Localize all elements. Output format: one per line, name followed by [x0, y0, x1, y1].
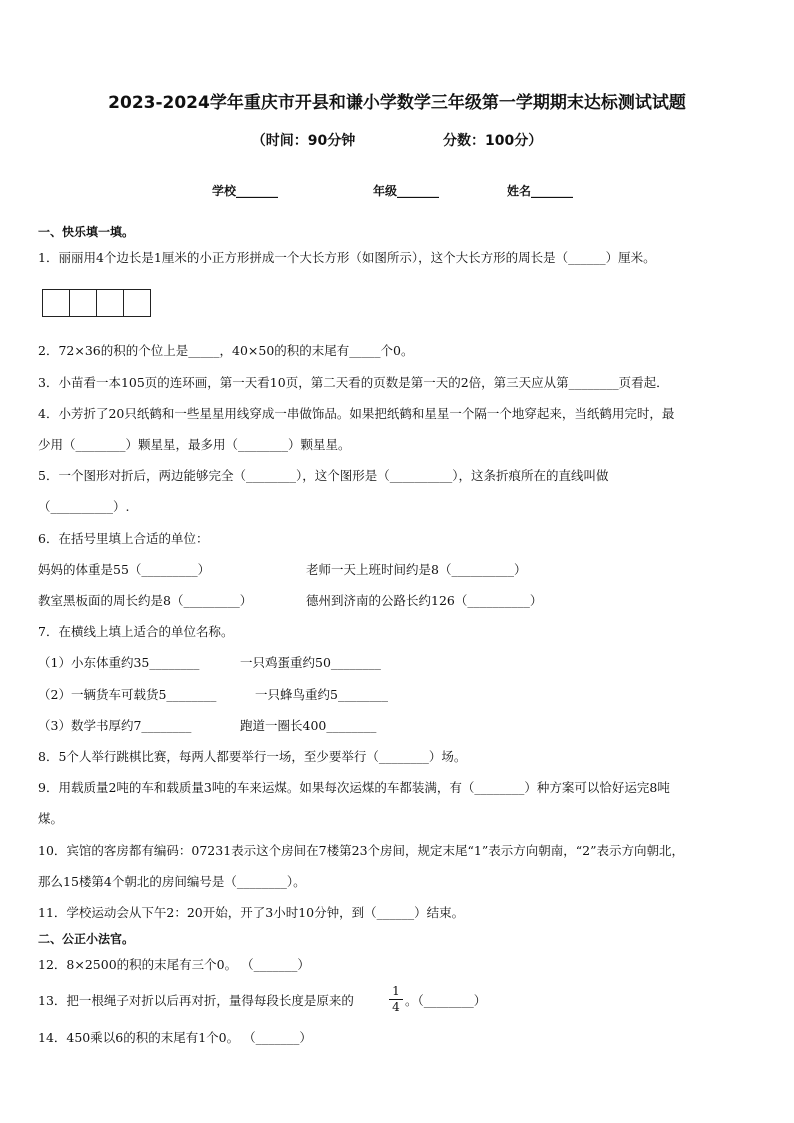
- question-9-line-2: 煤。: [38, 811, 64, 826]
- question-7-item-5: （3）数学书厚约7________: [38, 718, 192, 733]
- question-5-line-2: （__________）.: [38, 499, 130, 514]
- question-11: 11．学校运动会从下午2：20开始，开了3小时10分钟，到（______）结束。: [38, 905, 465, 920]
- section-heading-2: 二、公正小法官。: [38, 932, 135, 946]
- fraction-denominator: 4: [392, 1000, 400, 1014]
- school-field: 学校_______: [212, 184, 279, 198]
- fraction-one-quarter: [389, 984, 403, 1015]
- question-7-item-2: 一只鸡蛋重约50________: [240, 655, 381, 670]
- question-7-item-6: 跑道一圈长400________: [240, 718, 377, 733]
- question-7-item-1: （1）小东体重约35________: [38, 655, 200, 670]
- question-7-item-3: （2）一辆货车可载货5________: [38, 687, 217, 702]
- question-3: 3．小苗看一本105页的连环画，第一天看10页，第二天看的页数是第一天的2倍，第三天应从第________页看起．: [38, 375, 669, 390]
- question-6-item-2: 老师一天上班时间约是8（__________）: [306, 562, 527, 577]
- question-6-item-1: 妈妈的体重是55（_________）: [38, 562, 211, 577]
- question-4-line-2: 少用（________）颗星星，最多用（________）颗星星。: [38, 437, 351, 452]
- question-4-line-1: 4．小芳折了20只纸鹤和一些星星用线穿成一串做饰品。如果把纸鹤和星星一个隔一个地穿起来，当纸鹤用完时，最: [38, 406, 675, 421]
- question-10-line-2: 那么15楼第4个朝北的房间编号是（________）。: [38, 874, 306, 889]
- four-squares-figure: [42, 289, 151, 317]
- question-14: 14．450乘以6的积的末尾有1个0。 （_______）: [38, 1030, 312, 1045]
- fraction-numerator: 1: [389, 984, 403, 1000]
- page-title: 2023-2024学年重庆市开县和谦小学数学三年级第一学期期末达标测试试题: [108, 93, 686, 113]
- grade-field: 年级_______: [373, 184, 440, 198]
- unit-square: [70, 290, 97, 316]
- name-field: 姓名_______: [507, 184, 574, 198]
- unit-square: [97, 290, 124, 316]
- exam-time-score: （时间：90分钟 分数：100分）: [251, 133, 543, 149]
- question-6: 6．在括号里填上合适的单位：: [38, 531, 209, 546]
- question-6-item-3: 教室黑板面的周长约是8（_________）: [38, 593, 253, 608]
- question-13-answer: 。（________）: [405, 993, 487, 1008]
- question-8: 8．5个人举行跳棋比赛，每两人都要举行一场，至少要举行（________）场。: [38, 749, 467, 764]
- question-5-line-1: 5．一个图形对折后，两边能够完全（________），这个图形是（__________），这条折痕所在的直线叫做: [38, 468, 609, 483]
- question-12: 12．8×2500的积的末尾有三个0。 （_______）: [38, 957, 310, 972]
- question-7-item-4: 一只蜂鸟重约5________: [255, 687, 388, 702]
- question-13-text: 13．把一根绳子对折以后再对折，量得每段长度是原来的: [38, 993, 354, 1008]
- question-6-item-4: 德州到济南的公路长约126（__________）: [306, 593, 543, 608]
- question-1: 1．丽丽用4个边长是1厘米的小正方形拼成一个大长方形（如图所示），这个大长方形的周长是（______）厘米。: [38, 250, 656, 265]
- unit-square: [124, 290, 150, 316]
- unit-square: [43, 290, 70, 316]
- section-heading-1: 一、快乐填一填。: [38, 225, 135, 239]
- question-7: 7．在横线上填上适合的单位名称。: [38, 624, 234, 639]
- question-2: 2．72×36的积的个位上是_____，40×50的积的末尾有_____个0。: [38, 343, 414, 358]
- question-10-line-1: 10．宾馆的客房都有编码：07231表示这个房间在7楼第23个房间，规定末尾“1”表示方向朝南，“2”表示方向朝北，: [38, 843, 684, 858]
- question-9-line-1: 9．用载质量2吨的车和载质量3吨的车来运煤。如果每次运煤的车都装满，有（________）种方案可以恰好运完8吨: [38, 780, 670, 795]
